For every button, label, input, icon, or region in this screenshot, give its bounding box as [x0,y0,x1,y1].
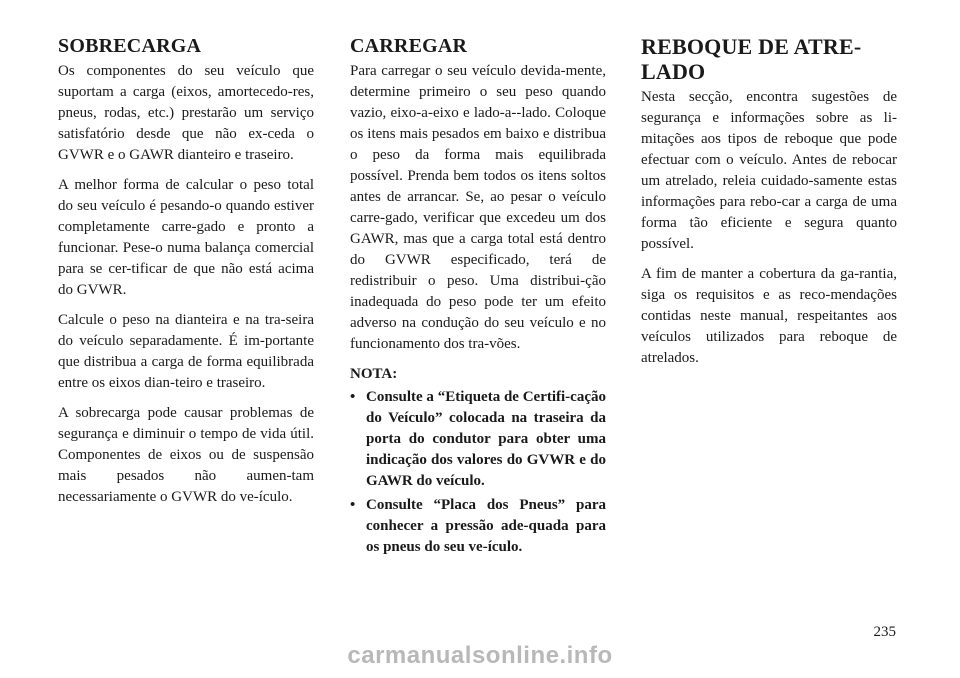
title-line: REBOQUE DE ATRE- [641,34,862,59]
paragraph: A melhor forma de calcular o peso total do seu veículo é pesando-o quando estiver completamente carre-gado e pronto a funcionar. Pese-o numa balança comercial para se cer-tificar de que não está acima do GVWR. [58,177,314,298]
section-title-reboque [641,34,897,84]
paragraph: Os componentes do seu veículo que suportam a carga (eixos, amortecedo-res, pneus, rodas, etc.) prestarão um serviço satisfatório desde que não ex-ceda o GVWR e o GAWR dianteiro e traseiro. [58,63,314,163]
watermark: carmanualsonline.info [347,642,613,669]
note-text: Consulte “Placa dos Pneus” para conhecer a pressão ade-quada para os pneus do seu ve-ículo. [366,497,606,555]
note-text: Consulte a “Etiqueta de Certifi-cação do Veículo” colocada na traseira da porta do condutor para obter uma indicação dos valores do GVWR e do GAWR do veículo. [366,389,606,489]
section-title-sobrecarga: SOBRECARGA [58,35,202,57]
paragraph: Para carregar o seu veículo devida-mente, determine primeiro o seu peso quando vazio, eixo-a-eixo e lado-a--lado. Coloque os itens mais pesados em baixo e distribua o peso da forma mais equilibrada possível. Prenda bem todos os itens soltos antes de arrancar. Se, ao pesar o veículo carre-gado, verificar que excedeu um dos GAWR, mas que a carga total está dentro do GVWR especificado, terá de redistribuir o peso. Uma distribui-ção inadequada do peso pode ter um efeito adverso na condução do seu veículo e no funcionamento dos tra-vões. [350,63,606,352]
note-item [350,495,606,558]
paragraph: Calcule o peso na dianteira e na tra-seira do veículo separadamente. É im-portante que distribua a carga de forma equilibrada entre os eixos dian-teiro e traseiro. [58,312,314,391]
note-item [350,387,606,492]
bullet-icon: • [350,389,356,405]
note-label: NOTA: [350,366,398,382]
note-list [350,387,606,558]
title-line: LADO [641,59,706,84]
column-reboque [641,34,897,378]
paragraph: A fim de manter a cobertura da ga-rantia, siga os requisitos e as reco-mendações contidas neste manual, respeitantes aos veículos utilizados para reboque de atrelados. [641,266,897,366]
paragraph: Nesta secção, encontra sugestões de segurança e informações sobre as li-mitações aos tipos de reboque que pode efectuar com o veículo. Antes de rebocar um atrelado, releia cuidado-samente estas informações para rebo-car a carga de uma forma tão eficiente e segura quanto possível. [641,89,897,252]
section-title-carregar: CARREGAR [350,35,468,57]
bullet-icon: • [350,497,356,513]
column-sobrecarga [58,34,314,517]
column-carregar [350,34,606,561]
paragraph: A sobrecarga pode causar problemas de segurança e diminuir o tempo de vida útil. Componentes de eixos ou de suspensão mais pesados não aumen-tam necessariamente o GVWR do ve-ículo. [58,405,314,505]
page-number: 235 [873,624,896,640]
